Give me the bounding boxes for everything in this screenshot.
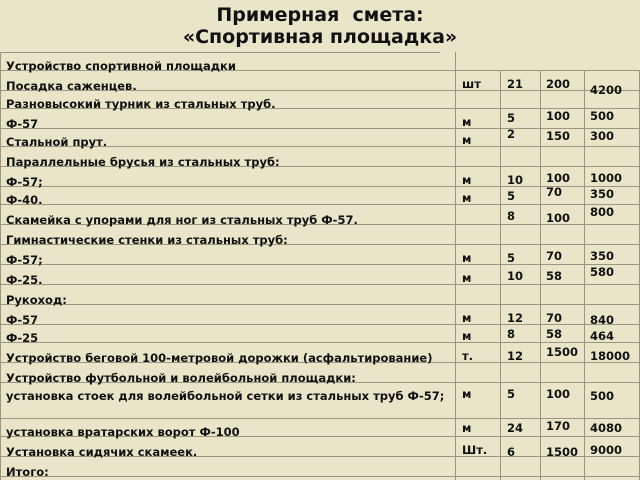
column-divider bbox=[455, 52, 456, 480]
row-qty: 2 bbox=[507, 127, 516, 141]
row-unit: м bbox=[462, 115, 472, 129]
row-qty: 8 bbox=[507, 327, 516, 341]
row-sum: 350 bbox=[590, 249, 615, 263]
row-qty: 10 bbox=[507, 269, 524, 283]
row-unit: Шт. bbox=[462, 443, 488, 457]
row-sum: 580 bbox=[590, 265, 615, 279]
row-divider bbox=[0, 284, 640, 285]
row-unit: м bbox=[462, 421, 472, 435]
row-qty: 12 bbox=[507, 349, 524, 363]
row-qty: 5 bbox=[507, 387, 516, 401]
row-price: 58 bbox=[546, 327, 563, 341]
row-unit: м bbox=[462, 329, 472, 343]
row-divider bbox=[0, 186, 640, 187]
row-divider bbox=[0, 476, 640, 477]
row-divider bbox=[0, 52, 440, 53]
row-text: Гимнастические стенки из стальных труб: bbox=[6, 233, 288, 247]
row-unit: м bbox=[462, 251, 472, 265]
row-text: Ф-57; bbox=[6, 253, 43, 267]
row-sum: 4080 bbox=[590, 421, 623, 435]
row-sum: 18000 bbox=[590, 349, 631, 363]
row-unit: м bbox=[462, 133, 472, 147]
row-text: Разновысокий турник из стальных труб. bbox=[6, 97, 276, 111]
row-sum: 464 bbox=[590, 329, 615, 343]
page-title bbox=[0, 4, 640, 48]
column-divider bbox=[0, 52, 1, 480]
row-text: Ф-57; bbox=[6, 175, 43, 189]
row-qty: 21 bbox=[507, 77, 524, 91]
row-qty: 10 bbox=[507, 173, 524, 187]
column-divider bbox=[540, 70, 541, 480]
row-text: установка стоек для волейбольной сетки из стальных труб Ф-57; bbox=[6, 389, 445, 403]
row-price: 100 bbox=[546, 171, 571, 185]
row-qty: 8 bbox=[507, 209, 516, 223]
row-divider bbox=[0, 128, 640, 129]
row-text: Параллельные брусья из стальных труб: bbox=[6, 155, 280, 169]
row-qty: 5 bbox=[507, 111, 516, 125]
row-qty: 5 bbox=[507, 251, 516, 265]
row-unit: т. bbox=[462, 349, 474, 363]
row-text: Ф-25. bbox=[6, 273, 43, 287]
row-price: 100 bbox=[546, 109, 571, 123]
row-text: Ф-40. bbox=[6, 193, 43, 207]
row-text: Ф-25 bbox=[6, 331, 39, 345]
title-line-1: Примерная смета: bbox=[216, 4, 424, 26]
row-divider bbox=[0, 204, 640, 205]
row-qty: 5 bbox=[507, 189, 516, 203]
row-price: 58 bbox=[546, 269, 563, 283]
row-price: 70 bbox=[546, 249, 563, 263]
row-price: 100 bbox=[546, 387, 571, 401]
row-sum: 9000 bbox=[590, 443, 623, 457]
row-text: Устройство спортивной площадки bbox=[6, 59, 236, 73]
row-unit: м bbox=[462, 387, 472, 401]
row-divider bbox=[0, 324, 640, 325]
estimate-table bbox=[0, 52, 640, 480]
row-text: установка вратарских ворот Ф-100 bbox=[6, 425, 240, 439]
row-sum: 840 bbox=[590, 313, 615, 327]
row-sum: 300 bbox=[590, 129, 615, 143]
row-qty: 24 bbox=[507, 421, 524, 435]
row-price: 70 bbox=[546, 185, 563, 199]
row-qty: 6 bbox=[507, 445, 516, 459]
row-sum: 800 bbox=[590, 205, 615, 219]
row-text: Установка сидячих скамеек. bbox=[6, 445, 198, 459]
row-price: 100 bbox=[546, 211, 571, 225]
row-price: 1500 bbox=[546, 445, 579, 459]
row-price: 150 bbox=[546, 129, 571, 143]
row-divider bbox=[0, 304, 640, 305]
row-price: 200 bbox=[546, 77, 571, 91]
row-text: Посадка саженцев. bbox=[6, 79, 137, 93]
row-unit: м bbox=[462, 271, 472, 285]
row-text: Стальной прут. bbox=[6, 135, 108, 149]
row-price: 1500 bbox=[546, 345, 579, 359]
title-line-2: «Спортивная площадка» bbox=[182, 26, 458, 48]
row-text: Ф-57 bbox=[6, 117, 39, 131]
row-divider bbox=[0, 418, 640, 419]
row-text: Устройство беговой 100-метровой дорожки (асфальтирование) bbox=[6, 351, 433, 365]
row-unit: м bbox=[462, 173, 472, 187]
row-sum: 1000 bbox=[590, 171, 623, 185]
column-divider bbox=[584, 70, 585, 480]
row-text: Рукоход: bbox=[6, 293, 67, 307]
row-sum: 500 bbox=[590, 389, 615, 403]
row-unit: м bbox=[462, 311, 472, 325]
row-text: Итого: bbox=[6, 465, 49, 479]
row-sum: 4200 bbox=[590, 83, 623, 97]
row-price: 70 bbox=[546, 311, 563, 325]
row-qty: 12 bbox=[507, 311, 524, 325]
row-sum: 500 bbox=[590, 109, 615, 123]
row-text: Ф-57 bbox=[6, 313, 39, 327]
row-price: 170 bbox=[546, 419, 571, 433]
row-text: Скамейка с упорами для ног из стальных труб Ф-57. bbox=[6, 213, 358, 227]
row-unit: м bbox=[462, 191, 472, 205]
row-divider bbox=[0, 342, 640, 343]
row-unit: шт bbox=[462, 77, 481, 91]
row-sum: 350 bbox=[590, 187, 615, 201]
column-divider bbox=[500, 70, 501, 480]
row-divider bbox=[0, 264, 640, 265]
row-text: Устройство футбольной и волейбольной площадки: bbox=[6, 371, 356, 385]
